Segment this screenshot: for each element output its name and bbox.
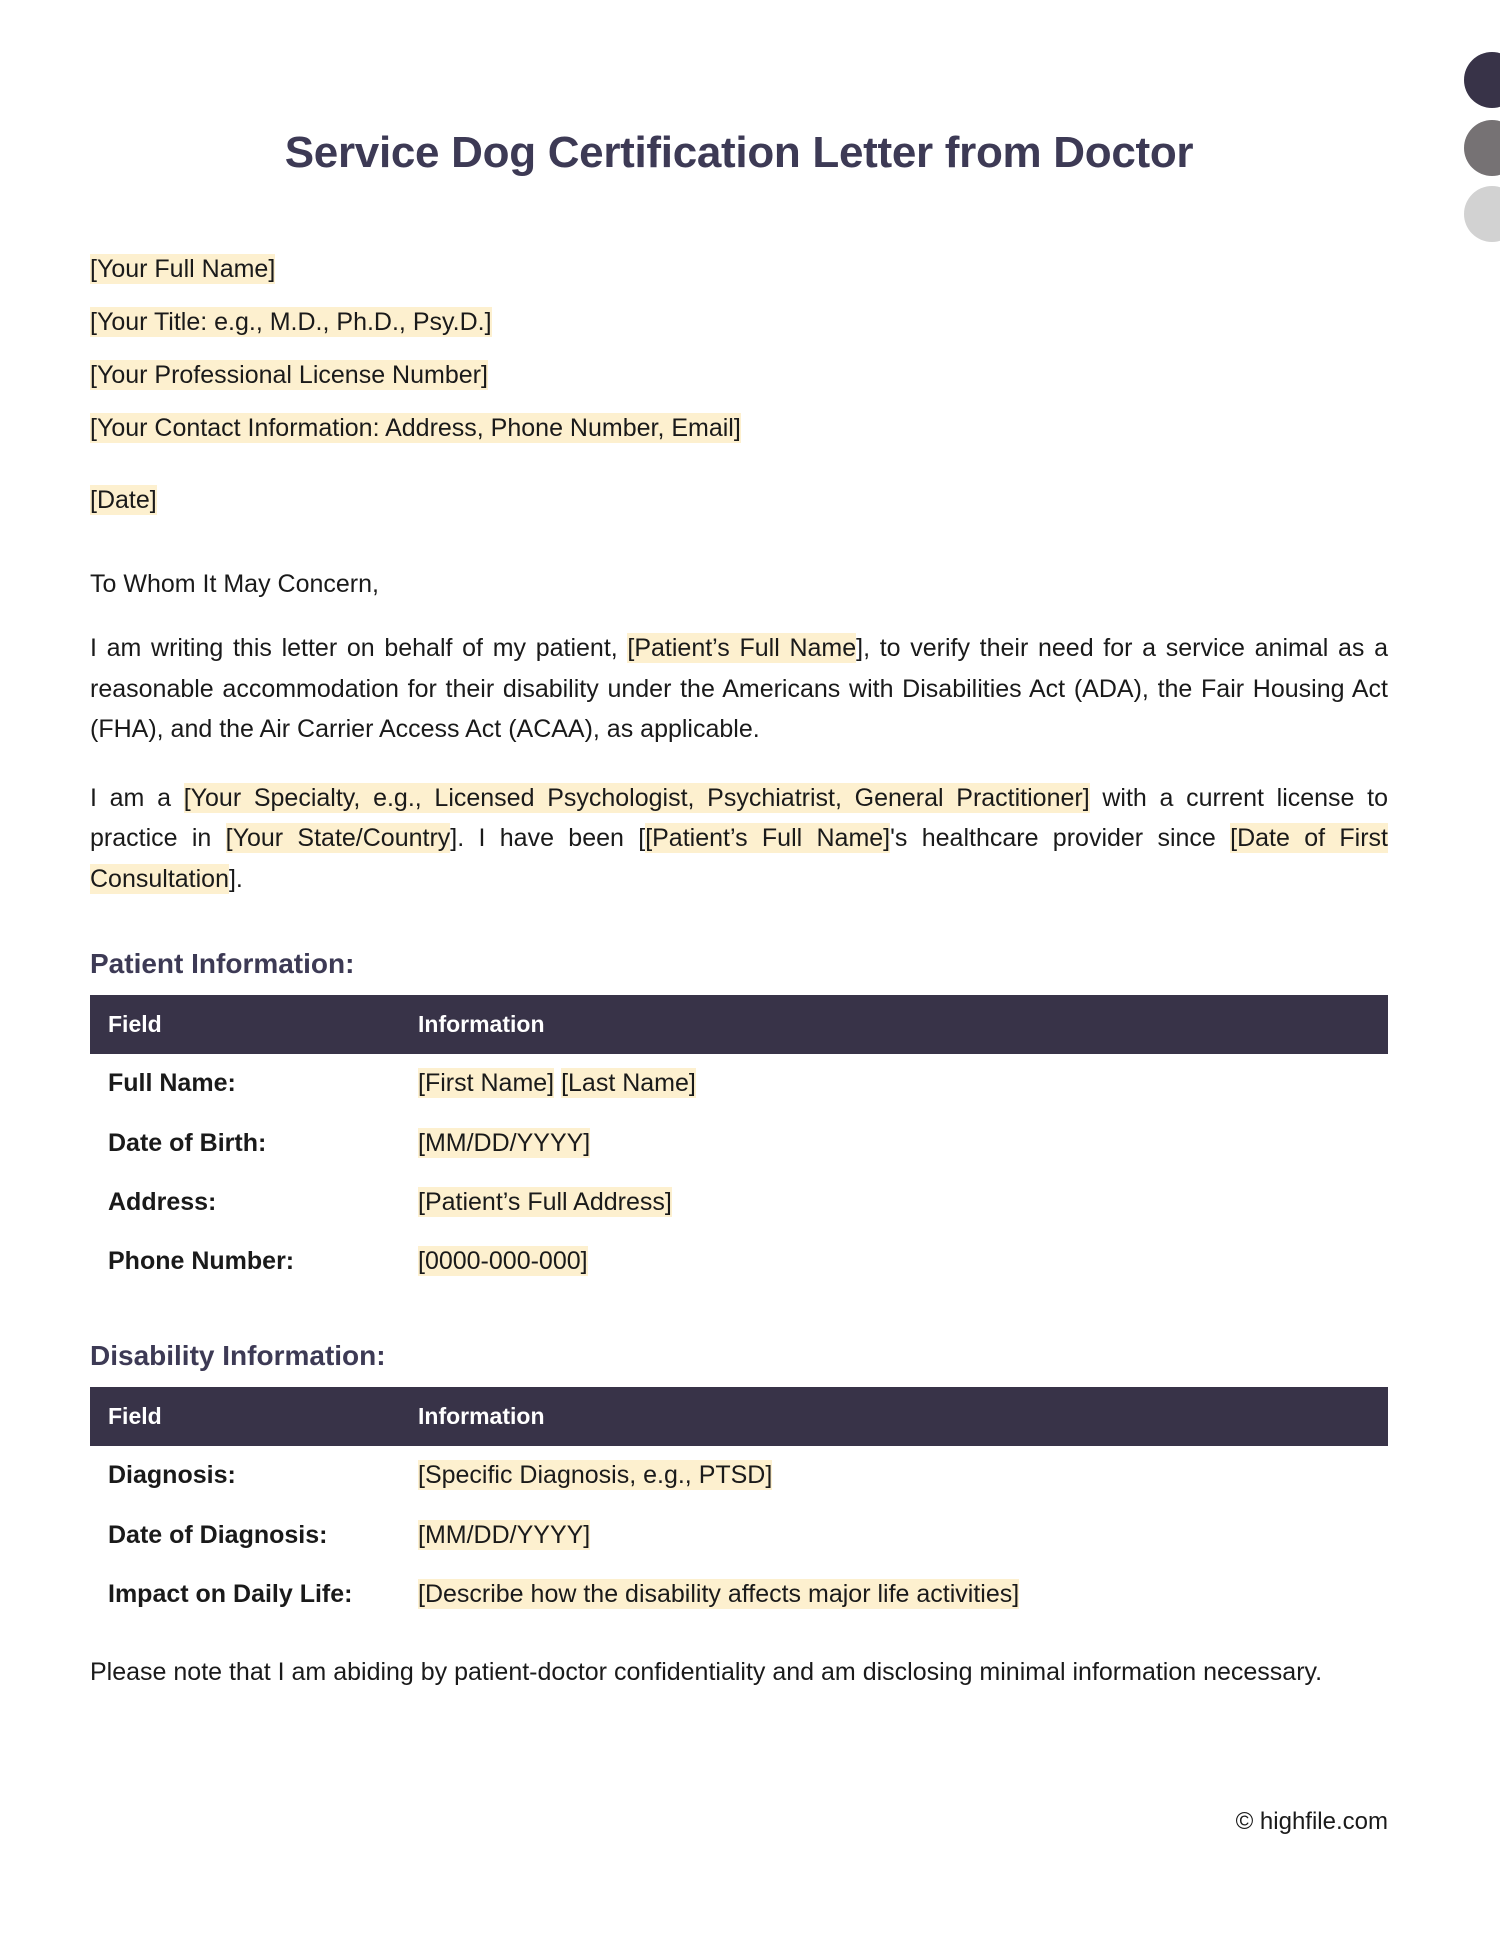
- patient-name-placeholder: [Patient’s Full Name: [627, 634, 857, 663]
- diagnosis-placeholder: [Specific Diagnosis, e.g., PTSD]: [418, 1461, 773, 1490]
- sender-title-placeholder: [Your Title: e.g., M.D., Ph.D., Psy.D.]: [90, 307, 492, 336]
- row-value-phone-number: [400, 1232, 1388, 1291]
- closing-paragraph: Please note that I am abiding by patient-doctor confidentiality and am disclosing minimal information necessary.: [90, 1658, 1323, 1687]
- row-label-diagnosis: Diagnosis:: [90, 1446, 400, 1505]
- page-title: Service Dog Certification Letter from Doctor: [284, 128, 1194, 177]
- patient-name-placeholder-2: [Patient’s Full Name]: [645, 824, 891, 853]
- table-header-row: [90, 1387, 1388, 1447]
- par1-text-b: ], to verify their need for a service animal as a reasonable accommodation for their disability under the Americans with Disabilities Act (ADA), the Fair Housing Act (FHA), and the Air Carrier Access Act (ACAA), as applicable.: [90, 634, 1388, 744]
- table-row: [90, 1565, 1388, 1624]
- row-value-impact-on-daily-life: [400, 1565, 1388, 1624]
- salutation: To Whom It May Concern,: [90, 569, 379, 598]
- row-label-address: Address:: [90, 1173, 400, 1232]
- sender-line-license: [90, 359, 1388, 391]
- column-header-field: Field: [90, 995, 400, 1055]
- par2-text-e: ].: [228, 864, 243, 893]
- table-row: [90, 1114, 1388, 1173]
- sender-license-placeholder: [Your Professional License Number]: [90, 360, 488, 389]
- table-header-row: [90, 995, 1388, 1055]
- column-header-information: Information: [400, 995, 1388, 1055]
- table-row: [90, 1506, 1388, 1565]
- row-value-date-of-birth: [400, 1114, 1388, 1173]
- sender-line-title: [90, 306, 1388, 338]
- table-row: [90, 1173, 1388, 1232]
- row-label-date-of-birth: Date of Birth:: [90, 1114, 400, 1173]
- table-row: [90, 1232, 1388, 1291]
- par2-text-c: ]. I have been [: [450, 824, 646, 853]
- row-label-impact-on-daily-life: Impact on Daily Life:: [90, 1565, 400, 1624]
- column-header-information: Information: [400, 1387, 1388, 1447]
- row-label-full-name: Full Name:: [90, 1054, 400, 1113]
- row-label-date-of-diagnosis: Date of Diagnosis:: [90, 1506, 400, 1565]
- row-value-date-of-diagnosis: [400, 1506, 1388, 1565]
- state-country-placeholder: [Your State/Country: [225, 824, 451, 853]
- address-placeholder: [Patient’s Full Address]: [418, 1187, 672, 1216]
- sender-contact-placeholder: [Your Contact Information: Address, Phone Number, Email]: [90, 413, 741, 442]
- par2-text-d: 's healthcare provider since: [890, 824, 1231, 853]
- sender-block: [90, 253, 1388, 444]
- footer-copyright: © highfile.com: [1235, 1808, 1388, 1835]
- sender-name-placeholder: [Your Full Name]: [90, 254, 276, 283]
- par2-text-b: with a current license to practice in: [90, 783, 1389, 853]
- par1-text-a: I am writing this letter on behalf of my patient,: [90, 634, 628, 663]
- row-value-diagnosis: [400, 1446, 1388, 1505]
- row-label-phone-number: Phone Number:: [90, 1232, 400, 1291]
- date-of-birth-placeholder: [MM/DD/YYYY]: [418, 1128, 591, 1157]
- patient-information-table: [90, 995, 1388, 1292]
- first-name-placeholder: [First Name]: [418, 1069, 555, 1098]
- table-row: [90, 1446, 1388, 1505]
- column-header-field: Field: [90, 1387, 400, 1447]
- date-of-diagnosis-placeholder: [MM/DD/YYYY]: [418, 1520, 591, 1549]
- first-consultation-date-placeholder: [Date of First Consultation: [90, 824, 1388, 893]
- sender-line-name: [90, 253, 1388, 285]
- phone-number-placeholder: [0000-000-000]: [418, 1247, 588, 1276]
- row-value-full-name: [400, 1054, 1388, 1113]
- par2-text-a: I am a: [90, 783, 184, 812]
- disability-information-table: [90, 1387, 1388, 1624]
- specialty-placeholder: [Your Specialty, e.g., Licensed Psychologist, Psychiatrist, General Practitioner]: [183, 783, 1090, 812]
- date-placeholder: [Date]: [90, 485, 157, 514]
- sender-line-contact: [90, 412, 1388, 444]
- row-value-address: [400, 1173, 1388, 1232]
- disability-information-heading: Disability Information:: [90, 1340, 386, 1372]
- body-paragraph-1: [90, 628, 1388, 750]
- table-row: [90, 1054, 1388, 1113]
- date-line: [90, 484, 1388, 516]
- impact-placeholder: [Describe how the disability affects major life activities]: [418, 1579, 1020, 1608]
- patient-information-heading: Patient Information:: [90, 948, 355, 980]
- last-name-placeholder: [Last Name]: [561, 1069, 696, 1098]
- body-paragraph-2: [90, 778, 1388, 900]
